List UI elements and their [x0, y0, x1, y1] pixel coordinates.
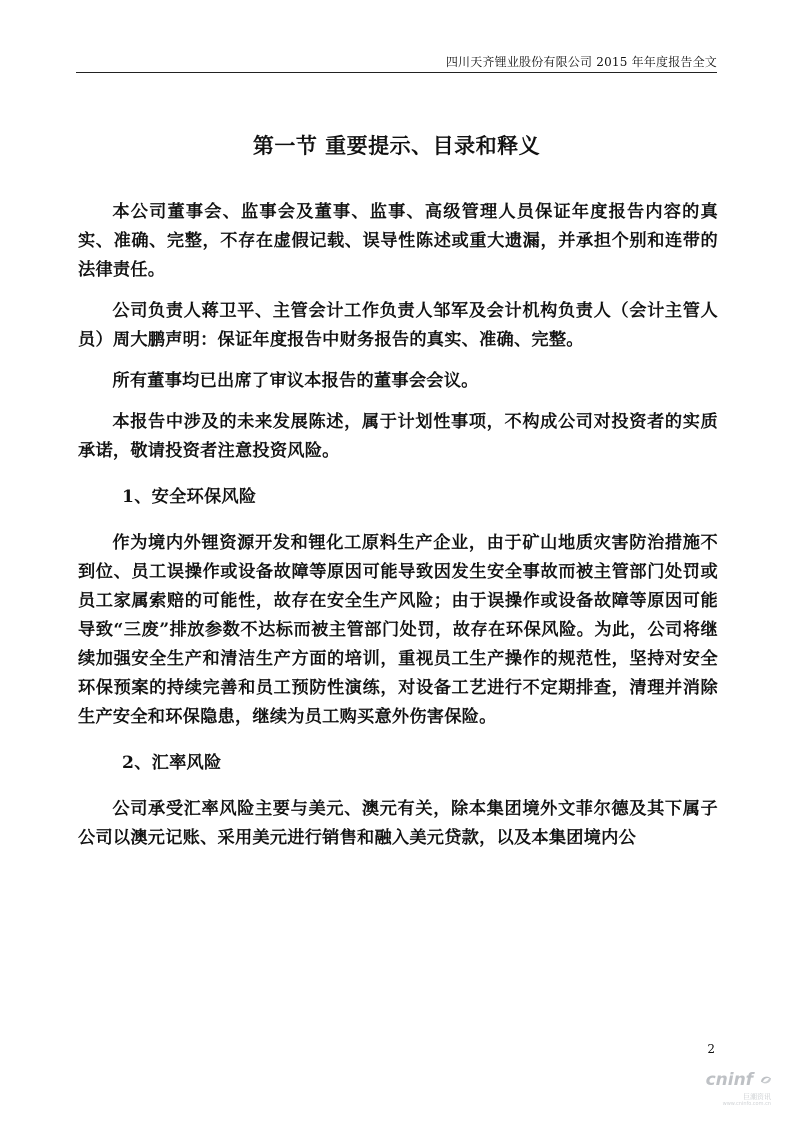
risk-text-exchange: 公司承受汇率风险主要与美元、澳元有关，除本集团境外文菲尔德及其下属子公司以澳元记账、采用美元进行销售和融入美元贷款，以及本集团境内公 — [78, 799, 718, 848]
risk-heading-safety: 1、安全环保风险 — [122, 487, 257, 507]
paragraph-forward-looking: 本报告中涉及的未来发展陈述，属于计划性事项，不构成公司对投资者的实质承诺，敬请投资者注意投资风险。 — [78, 412, 718, 461]
paragraph-responsible-persons: 公司负责人蒋卫平、主管会计工作负责人邹军及会计机构负责人（会计主管人员）周大鹏声明：保证年度报告中财务报告的真实、准确、完整。 — [78, 301, 718, 350]
watermark-url: www.cninfo.com.cn — [722, 1101, 771, 1107]
risk-text-safety: 作为境内外锂资源开发和锂化工原料生产企业，由于矿山地质灾害防治措施不到位、员工误操作或设备故障等原因可能导致因发生安全事故而被主管部门处罚或员工家属索赔的可能性，故存在安全生产风险；由于误操作或设备故障等原因可能导致“三废”排放参数不达标而被主管部门处罚，故存在环保风险。为此，公司将继续加强安全生产和清洁生产方面的培训，重视员工生产操作的规范性，坚持对安全环保预案的持续完善和员工预防性演练，对设备工艺进行不定期排查，清理并消除生产安全和环保隐患，继续为员工购买意外伤害保险。 — [78, 533, 718, 727]
cninfo-watermark — [695, 1070, 773, 1114]
watermark-logo — [706, 1070, 773, 1090]
header-rule — [76, 72, 717, 73]
paragraph-directors-attendance: 所有董事均已出席了审议本报告的董事会会议。 — [112, 371, 479, 391]
section-title: 第一节 重要提示、目录和释义 — [252, 133, 541, 158]
swirl-icon — [759, 1073, 773, 1087]
paragraph-board-guarantee: 本公司董事会、监事会及董事、监事、高级管理人员保证年度报告内容的真实、准确、完整，不存在虚假记载、误导性陈述或重大遗漏，并承担个别和连带的法律责任。 — [78, 202, 718, 280]
document-body — [78, 198, 718, 853]
page-number: 2 — [707, 1042, 715, 1056]
running-header: 四川天齐锂业股份有限公司 2015 年年度报告全文 — [445, 55, 717, 69]
watermark-subtitle: 巨潮资讯 — [743, 1093, 771, 1101]
watermark-logo-text: cninf — [705, 1070, 754, 1090]
risk-heading-exchange: 2、汇率风险 — [122, 753, 222, 773]
